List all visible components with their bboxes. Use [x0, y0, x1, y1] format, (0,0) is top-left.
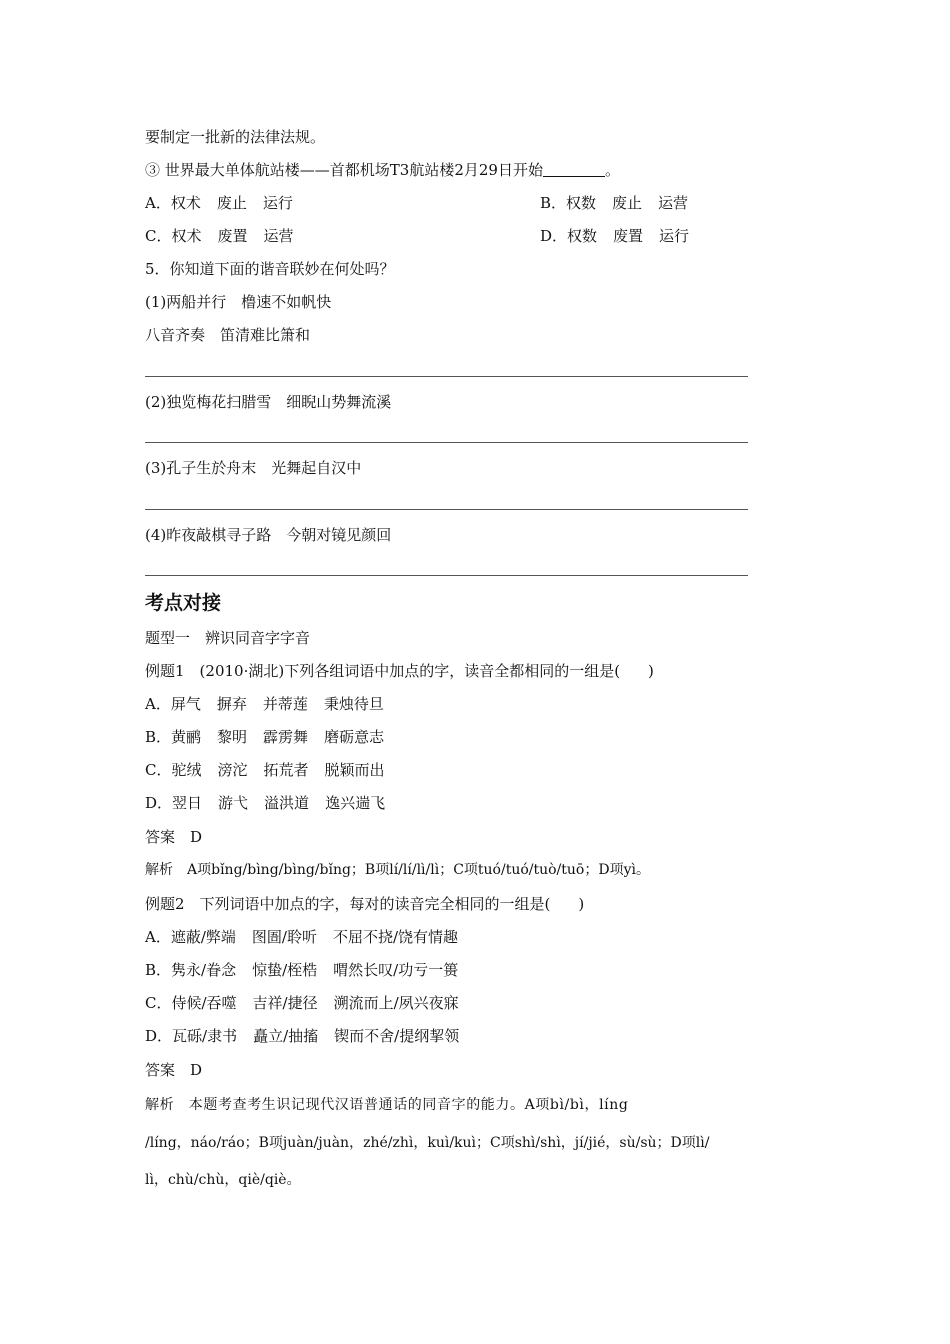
option-word: C．侍候/吞噬	[145, 994, 237, 1012]
option-word: 不屈不挠/饶有情趣	[332, 928, 459, 946]
example-1-answer: 答案 D	[145, 828, 203, 846]
option-a	[145, 194, 293, 212]
text-line: 要制定一批新的法律法规。	[145, 128, 326, 146]
option-word: 秉烛待旦	[323, 695, 384, 713]
example-stem-end: )	[648, 662, 654, 680]
couplet-line: (1)两船并行 橹速不如帆快	[145, 293, 332, 311]
option-word: 锲而不舍/提纲挈领	[334, 1027, 460, 1045]
example-2-analysis-line: /líng，náo/ráo；B项juàn/juàn，zhé/zhì，kuì/kuì；C项shì/shì，jí/jié，sù/sù；D项lì/	[145, 1135, 710, 1151]
option-word: B．黄鹂	[145, 728, 202, 746]
question-item-3	[145, 160, 620, 180]
example-2-analysis-line: lì，chù/chù，qiè/qiè。	[145, 1172, 301, 1188]
answer-line	[145, 376, 748, 377]
example-1-option-c	[145, 760, 385, 780]
example-1-option-b	[145, 727, 384, 747]
option-word: D．权数	[540, 227, 598, 245]
option-word: 滂沱	[217, 761, 248, 779]
question-stem: 5．你知道下面的谐音联妙在何处吗？	[145, 260, 395, 278]
option-word: 霹雳舞	[263, 728, 309, 746]
section-heading: 考点对接	[145, 592, 222, 614]
option-word: 运营	[658, 194, 689, 212]
option-word: A．权术	[145, 194, 201, 212]
option-word: 废置	[613, 227, 644, 245]
example-stem-text: 例题2 下列词语中加点的字，每对的读音完全相同的一组是(	[145, 895, 551, 913]
answer-line	[145, 575, 748, 576]
option-word: 喟然长叹/功亏一篑	[333, 961, 459, 979]
example-2-answer: 答案 D	[145, 1061, 203, 1079]
option-word: D．翌日	[145, 794, 203, 812]
option-word: 惊蛰/桎梏	[252, 961, 318, 979]
option-word: A．屏气	[145, 695, 201, 713]
option-word: 拓荒者	[263, 761, 309, 779]
option-word: 磨砺意志	[324, 728, 385, 746]
question-text-end: 。	[604, 161, 620, 179]
option-word: B．权数	[540, 194, 597, 212]
option-word: 逸兴遄飞	[325, 794, 386, 812]
option-word: 矗立/抽搐	[253, 1027, 319, 1045]
couplet-line: 八音齐奏 笛清难比箫和	[145, 326, 311, 344]
couplet-line: (3)孔子生於舟末 光舞起自汉中	[145, 459, 362, 477]
example-stem-end: )	[578, 895, 585, 913]
option-word: 游弋	[218, 794, 249, 812]
option-word: 吉祥/捷径	[252, 994, 318, 1012]
option-word: 脱颖而出	[324, 761, 385, 779]
answer-blank	[543, 162, 605, 177]
option-word: 并蒂莲	[262, 695, 308, 713]
option-word: 黎明	[217, 728, 248, 746]
example-2-option-d	[145, 1026, 459, 1046]
example-stem-text: 例题1 (2010·湖北)下列各组词语中加点的字，读音全都相同的一组是(	[145, 662, 621, 680]
example-1-stem	[145, 661, 654, 681]
option-b	[540, 193, 688, 213]
question-text: ③ 世界最大单体航站楼——首都机场T3航站楼2月29日开始	[145, 161, 543, 179]
option-word: 废止	[216, 194, 247, 212]
option-word: 运行	[262, 194, 293, 212]
option-row	[145, 193, 689, 213]
option-word: 溢洪道	[264, 794, 310, 812]
option-word: 溯流而上/夙兴夜寐	[333, 994, 459, 1012]
option-c	[145, 227, 294, 245]
example-2-option-a	[145, 927, 458, 947]
answer-line	[145, 442, 748, 443]
example-1-analysis: 解析 A项bǐng/bìng/bìng/bǐng；B项lí/lí/lì/lì；C项tuó/tuó/tuò/tuō；D项yì。	[145, 862, 650, 878]
option-d	[540, 226, 689, 246]
option-word: 图圄/聆听	[251, 928, 317, 946]
example-2-analysis-line: 解析 本题考查考生识记现代汉语普通话的同音字的能力。A项bì/bì，líng	[145, 1097, 629, 1113]
answer-line	[145, 509, 748, 510]
example-1-option-d	[145, 793, 385, 813]
example-2-option-c	[145, 993, 459, 1013]
option-word: 运行	[659, 227, 690, 245]
question-type: 题型一 辨识同音字字音	[145, 629, 311, 647]
option-word: B．隽永/眷念	[145, 961, 237, 979]
option-row	[145, 226, 690, 246]
example-2-stem	[145, 894, 584, 914]
option-word: C．驼绒	[145, 761, 202, 779]
option-word: A．遮蔽/弊端	[145, 928, 236, 946]
option-word: C．权术	[145, 227, 202, 245]
option-word: 摒弃	[216, 695, 247, 713]
option-word: 废止	[612, 194, 643, 212]
couplet-line: (2)独览梅花扫腊雪 细睨山势舞流溪	[145, 393, 392, 411]
example-2-option-b	[145, 960, 458, 980]
couplet-line: (4)昨夜敲棋寻子路 今朝对镜见颜回	[145, 526, 392, 544]
option-word: 废置	[217, 227, 248, 245]
option-word: D．瓦砾/隶书	[145, 1027, 238, 1045]
option-word: 运营	[263, 227, 294, 245]
example-1-option-a	[145, 694, 384, 714]
